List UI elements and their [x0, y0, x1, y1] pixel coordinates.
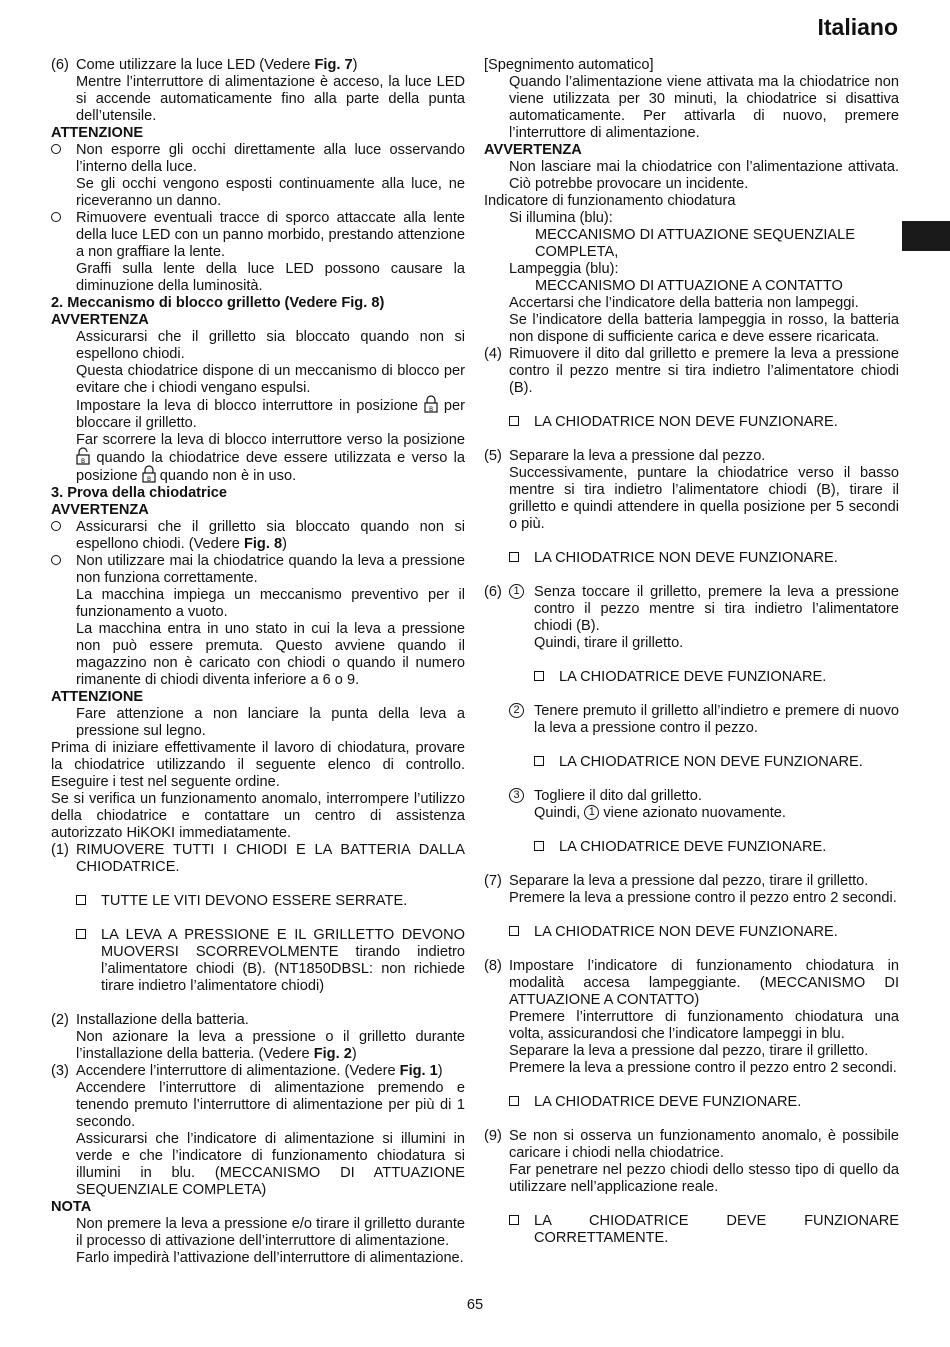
- bullet-circle-icon: [51, 144, 61, 154]
- svg-text:B: B: [80, 458, 86, 465]
- checkbox-square-icon: [534, 671, 544, 681]
- paragraph: Quando l’alimentazione viene attivata ma la chiodatrice non viene utilizzata per 30 minuti, la chiodatrice si disattiva automaticamente. Per attivarla di nuovo, premere l’interruttore di alimentazione.: [509, 74, 899, 141]
- paragraph: Non premere la leva a pressione e/o tirare il grilletto durante il processo di attivazione dell’interruttore di alimentazione.: [76, 1216, 465, 1249]
- paragraph: La macchina impiega un meccanismo preventivo per il funzionamento a vuoto.: [76, 587, 465, 620]
- bullet-item: Rimuovere eventuali tracce di sporco attaccate alla lente della luce LED con un panno morbido, prestando attenzione a non graffiare la lente.: [51, 210, 465, 261]
- paragraph: Assicurarsi che il grilletto sia bloccato quando non si espellono chiodi.: [76, 329, 465, 362]
- note-heading: NOTA: [51, 1199, 92, 1215]
- paragraph: Se si verifica un funzionamento anomalo, interrompere l’utilizzo della chiodatrice e contattare un centro di assistenza autorizzato HiKOKI immediatamente.: [51, 791, 465, 841]
- check-item: LA CHIODATRICE NON DEVE FUNZIONARE.: [509, 414, 899, 431]
- step-2: (2) Installazione della batteria.: [51, 1012, 249, 1028]
- circled-number: 2: [509, 703, 524, 718]
- checkbox-square-icon: [534, 756, 544, 766]
- check-item: TUTTE LE VITI DEVONO ESSERE SERRATE.: [76, 893, 465, 910]
- lock-closed-icon: [424, 395, 438, 413]
- section-tab-marker: [902, 221, 950, 251]
- paragraph: Questa chiodatrice dispone di un meccanismo di blocco per evitare che i chiodi vengano espulsi.: [76, 363, 465, 396]
- circled-number: 3: [509, 788, 524, 803]
- paragraph: Mentre l’interruttore di alimentazione è acceso, la luce LED si accende automaticamente fino alla parte della punta dell’utensile.: [76, 74, 465, 124]
- warning-heading: AVVERTENZA: [484, 142, 582, 158]
- step-9: (9) Se non si osserva un funzionamento anomalo, è possibile caricare i chiodi nella chiodatrice.: [484, 1128, 899, 1161]
- checkbox-square-icon: [509, 552, 519, 562]
- svg-text:B: B: [146, 476, 151, 483]
- check-item: LA CHIODATRICE NON DEVE FUNZIONARE.: [509, 550, 899, 567]
- paragraph: Se l’indicatore della batteria lampeggia in rosso, la batteria non dispone di sufficiente carica e deve essere ricaricata.: [509, 312, 899, 345]
- checkbox-square-icon: [509, 926, 519, 936]
- bullet-circle-icon: [51, 521, 61, 531]
- paragraph: Premere la leva a pressione contro il pezzo entro 2 secondi.: [509, 1060, 897, 1076]
- bullet-item: Non esporre gli occhi direttamente alla luce osservando l’interno della luce.: [51, 142, 465, 176]
- check-item: LA CHIODATRICE DEVE FUNZIONARE CORRETTAMENTE.: [509, 1213, 899, 1247]
- check-item: LA CHIODATRICE NON DEVE FUNZIONARE.: [534, 754, 899, 771]
- bullet-circle-icon: [51, 212, 61, 222]
- step-6-led: (6) Come utilizzare la luce LED (Vedere Fig. 7): [51, 57, 358, 73]
- paragraph: Premere l’interruttore di funzionamento chiodatura una volta, assicurandosi che l’indicatore lampeggi in blu.: [509, 1009, 899, 1042]
- paragraph: La macchina entra in uno stato in cui la leva a pressione non può essere premuta. Questo avviene quando il magazzino non è caricato con chiodi o quando il numero rimanente di chiodi diventa inferiore a 6 o 9.: [76, 621, 465, 688]
- lock-open-icon: [76, 447, 90, 465]
- step-6: (6) 1 Senza toccare il grilletto, premere la leva a pressione contro il pezzo mentre si tira indietro l’alimentatore chiodi (B). Quindi, tirare il grilletto. LA CHIODATRICE DEVE FUNZIONARE. 2 Tenere premuto il grilletto all’indietro e premere di nuovo la leva a pressione contro il pezzo. LA CHIODATRICE NON DEVE FUNZIONARE. 3 Togliere il dito dal grilletto. Quindi, 1 viene azionato nuovamente. LA CHIODATRICE DEVE FUNZIONARE.: [484, 584, 899, 855]
- caution-heading: ATTENZIONE: [51, 125, 144, 141]
- checkbox-square-icon: [509, 416, 519, 426]
- step-7: (7) Separare la leva a pressione dal pezzo, tirare il grilletto.: [484, 873, 869, 889]
- step-4: (4) Rimuovere il dito dal grilletto e premere la leva a pressione contro il pezzo mentre si tira indietro l’alimentatore chiodi (B).: [484, 346, 899, 396]
- svg-text:B: B: [428, 406, 433, 413]
- paragraph: Si illumina (blu):: [509, 210, 613, 226]
- paragraph: Farlo impedirà l’attivazione dell’interruttore di alimentazione.: [76, 1250, 464, 1266]
- paragraph: Accertarsi che l’indicatore della batteria non lampeggi.: [509, 295, 859, 311]
- paragraph: Non azionare la leva a pressione o il grilletto durante l’installazione della batteria. (Vedere Fig. 2): [76, 1029, 465, 1062]
- paragraph: Graffi sulla lente della luce LED possono causare la diminuzione della luminosità.: [76, 261, 465, 294]
- checkbox-square-icon: [534, 841, 544, 851]
- paragraph: MECCANISMO DI ATTUAZIONE SEQUENZIALE COMPLETA,: [535, 227, 856, 260]
- lock-closed-icon: [142, 465, 156, 483]
- checkbox-square-icon: [509, 1215, 519, 1225]
- paragraph: Se gli occhi vengono esposti continuamente alla luce, ne riceveranno un danno.: [76, 176, 465, 209]
- language-header: Italiano: [817, 14, 898, 40]
- bullet-item: Non utilizzare mai la chiodatrice quando la leva a pressione non funziona correttamente.: [51, 553, 465, 587]
- checkbox-square-icon: [509, 1096, 519, 1106]
- paragraph: Indicatore di funzionamento chiodatura: [484, 193, 736, 209]
- step-3: (3) Accendere l’interruttore di alimentazione. (Vedere Fig. 1): [51, 1063, 443, 1079]
- bullet-item: Assicurarsi che il grilletto sia bloccato quando non si espellono chiodi. (Vedere Fig. 8): [51, 519, 465, 553]
- check-item: LA CHIODATRICE DEVE FUNZIONARE.: [509, 1094, 899, 1111]
- page-number: 65: [466, 1297, 484, 1313]
- right-column: [484, 57, 899, 1247]
- paragraph: MECCANISMO DI ATTUAZIONE A CONTATTO: [535, 278, 843, 294]
- circled-number: 1: [584, 805, 599, 820]
- step-8: (8) Impostare l’indicatore di funzionamento chiodatura in modalità accesa lampeggiante. (MECCANISMO DI ATTUAZIONE A CONTATTO): [484, 958, 899, 1008]
- paragraph: Accendere l’interruttore di alimentazione premendo e tenendo premuto l’interruttore di alimentazione per più di 1 secondo.: [76, 1080, 465, 1130]
- section-heading: 2. Meccanismo di blocco grilletto (Vedere Fig. 8): [51, 295, 385, 311]
- paragraph: Premere la leva a pressione contro il pezzo entro 2 secondi.: [509, 890, 897, 906]
- left-column: [51, 57, 465, 1267]
- paragraph: Successivamente, puntare la chiodatrice verso il basso mentre si tira indietro l’alimentatore chiodi (B), tirare il grilletto e quindi attendere in quella posizione per 5 secondi o più.: [509, 465, 899, 532]
- subheading: [Spegnimento automatico]: [484, 57, 654, 73]
- paragraph: Non lasciare mai la chiodatrice con l’alimentazione attivata. Ciò potrebbe provocare un incidente.: [509, 159, 899, 192]
- paragraph: Assicurarsi che l’indicatore di alimentazione si illumini in verde e che l’indicatore di funzionamento chiodatura si illumini in blu. (MECCANISMO DI ATTUAZIONE SEQUENZIALE COMPLETA): [76, 1131, 465, 1198]
- warning-heading: AVVERTENZA: [51, 502, 149, 518]
- checkbox-square-icon: [76, 929, 86, 939]
- warning-heading: AVVERTENZA: [51, 312, 149, 328]
- check-item: LA LEVA A PRESSIONE E IL GRILLETTO DEVONO MUOVERSI SCORREVOLMENTE tirando indietro l’alimentatore chiodi (B). (NT1850DBSL: non richiede tirare indietro l’alimentatore chiodi): [76, 927, 465, 995]
- check-item: LA CHIODATRICE NON DEVE FUNZIONARE.: [509, 924, 899, 941]
- circled-number: 1: [509, 584, 524, 599]
- paragraph: Far penetrare nel pezzo chiodi dello stesso tipo di quello da utilizzare nell’applicazione reale.: [509, 1162, 899, 1195]
- paragraph: Far scorrere la leva di blocco interruttore verso la posizione B quando la chiodatrice deve essere utilizzata e verso la posizione B quando non è in uso.: [76, 432, 465, 484]
- paragraph: Fare attenzione a non lanciare la punta della leva a pressione sul legno.: [76, 706, 465, 739]
- section-heading: 3. Prova della chiodatrice: [51, 485, 228, 501]
- paragraph: Impostare la leva di blocco interruttore in posizione B per bloccare il grilletto.: [51, 397, 465, 432]
- checkbox-square-icon: [76, 895, 86, 905]
- paragraph: Separare la leva a pressione dal pezzo, tirare il grilletto.: [509, 1043, 869, 1059]
- paragraph: Lampeggia (blu):: [509, 261, 619, 277]
- check-item: LA CHIODATRICE DEVE FUNZIONARE.: [534, 839, 899, 856]
- bullet-circle-icon: [51, 555, 61, 565]
- check-item: LA CHIODATRICE DEVE FUNZIONARE.: [534, 669, 899, 686]
- caution-heading: ATTENZIONE: [51, 689, 144, 705]
- step-5: (5) Separare la leva a pressione dal pezzo.: [484, 448, 766, 464]
- paragraph: Prima di iniziare effettivamente il lavoro di chiodatura, provare la chiodatrice utilizzando il seguente elenco di controllo. Eseguire i test nel seguente ordine.: [51, 740, 465, 790]
- step-1: (1) RIMUOVERE TUTTI I CHIODI E LA BATTERIA DALLA CHIODATRICE.: [51, 842, 465, 875]
